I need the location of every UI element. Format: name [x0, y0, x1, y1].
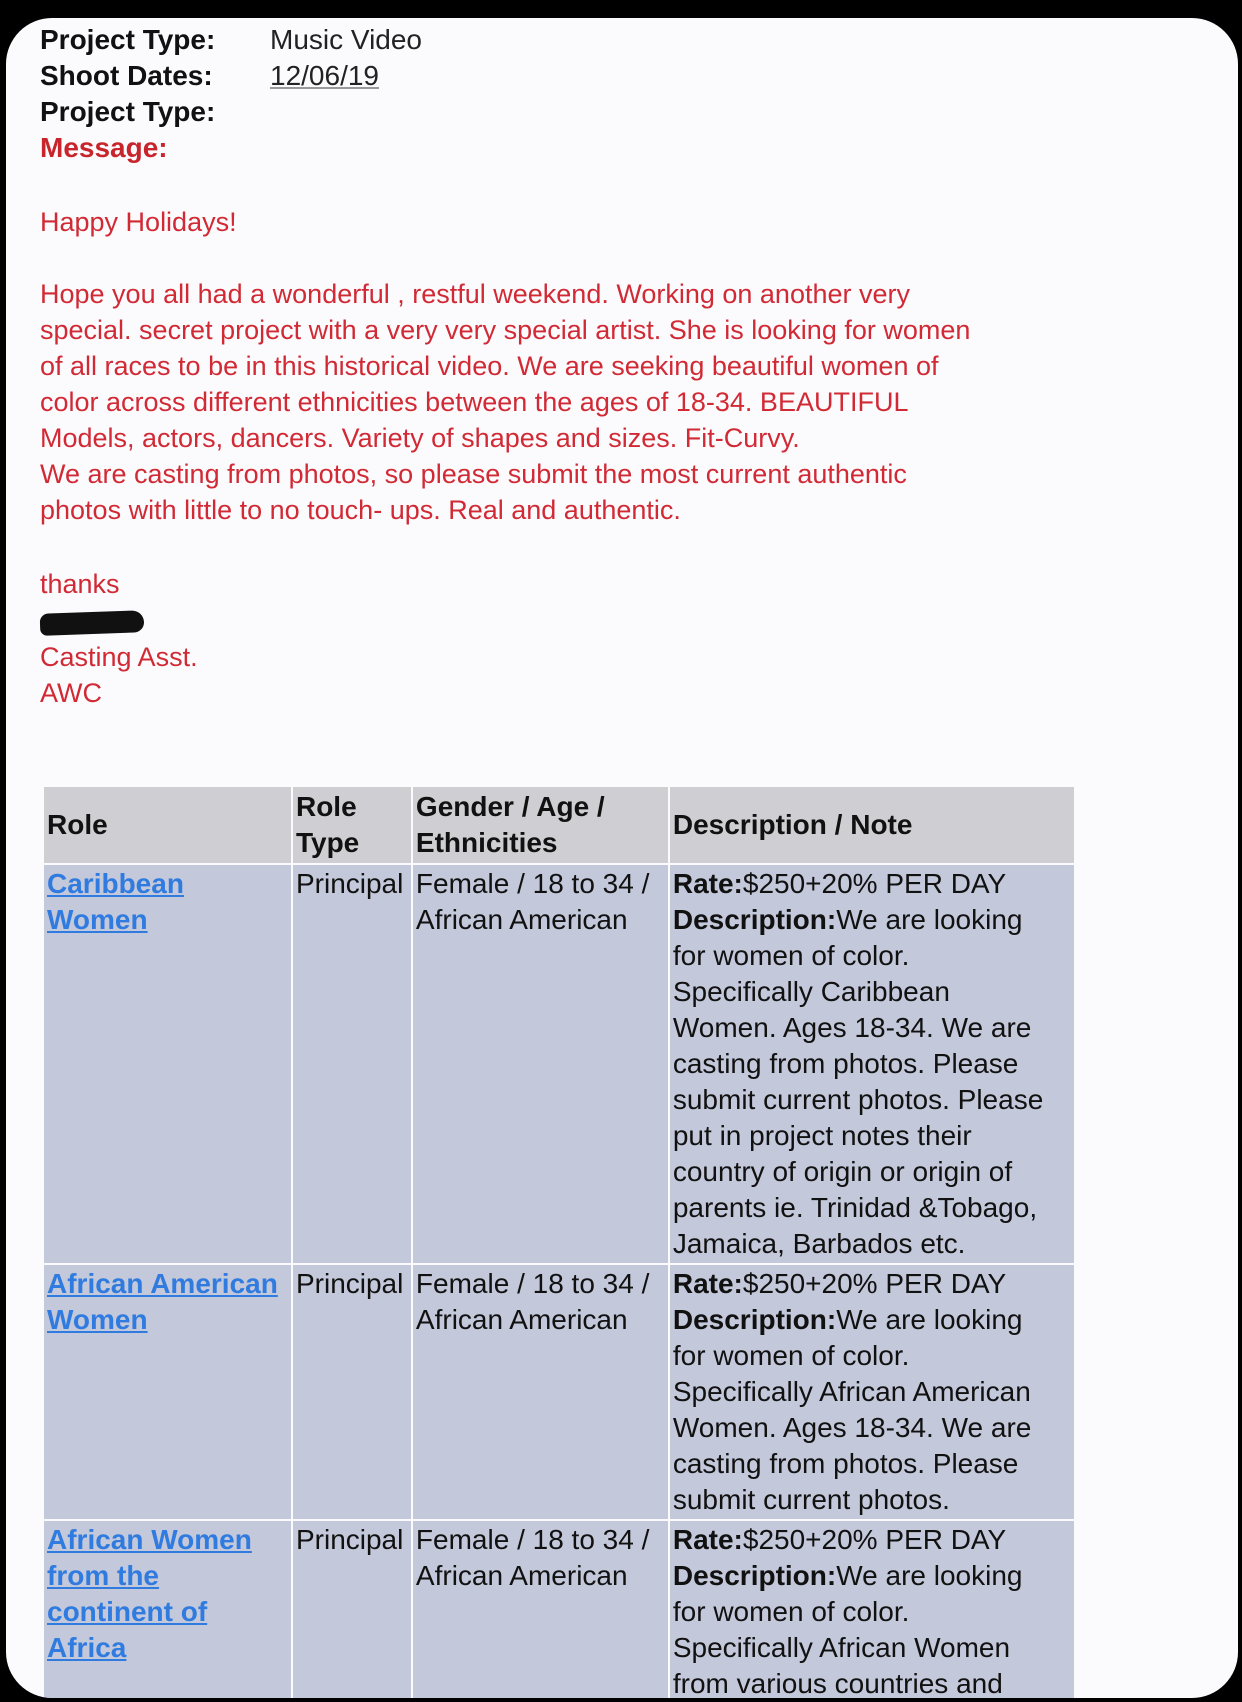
- header-description-note: Description / Note: [670, 787, 1074, 863]
- project-type-row-2: [40, 94, 215, 130]
- table-row: [44, 1521, 1074, 1698]
- message-thanks: thanks: [40, 569, 120, 599]
- gender-age-cell: Female / 18 to 34 / African American: [413, 1521, 668, 1698]
- message-line: special. secret project with a very very special artist. She is looking for women: [40, 315, 971, 345]
- role-cell: [44, 1521, 291, 1698]
- description-cell: Rate:$250+20% PER DAY Description:We are looking for women of color. Specifically Caribbean Women. Ages 18-34. We are casting from photos. Please submit current photos. Please put in project notes their country of origin or origin of parents ie. Trinidad &Tobago, Jamaica, Barbados etc.: [670, 865, 1074, 1263]
- role-link-african-women-continent[interactable]: African Women from the continent of Africa: [47, 1524, 252, 1663]
- role-link-african-american-women[interactable]: African American Women: [47, 1268, 278, 1335]
- project-type-value: Music Video: [270, 24, 423, 55]
- message-line: Models, actors, dancers. Variety of shapes and sizes. Fit-Curvy.: [40, 423, 800, 453]
- redacted-name: [40, 610, 145, 636]
- sender-company: AWC: [40, 678, 102, 708]
- rate-line: Rate:$250+20% PER DAY: [672, 1268, 1007, 1299]
- roles-table: [42, 785, 1076, 1698]
- rate-line: Rate:$250+20% PER DAY: [672, 868, 1007, 899]
- role-type-cell: Principal: [293, 865, 411, 1263]
- message-body: [40, 276, 970, 528]
- role-cell: [44, 1265, 291, 1519]
- message-line: We are casting from photos, so please submit the most current authentic: [40, 459, 907, 489]
- description-cell: Rate:$250+20% PER DAY Description:We are looking for women of color. Specifically African Women from various countries and: [670, 1521, 1074, 1698]
- project-type-label-2: Project Type:: [40, 96, 216, 127]
- header-gender-age-ethnicities: Gender / Age / Ethnicities: [413, 787, 668, 863]
- table-header-row: [44, 787, 1074, 863]
- shoot-dates-value[interactable]: 12/06/19: [270, 60, 379, 91]
- message-line: of all races to be in this historical video. We are seeking beautiful women of: [40, 351, 939, 381]
- table-row: [44, 1265, 1074, 1519]
- email-screenshot: [6, 18, 1238, 1698]
- description-line: Description:We are looking: [672, 904, 1023, 935]
- project-type-label: Project Type:: [40, 24, 216, 55]
- project-type-row: [40, 22, 423, 58]
- project-meta: [40, 22, 423, 166]
- shoot-dates-label: Shoot Dates:: [40, 60, 213, 91]
- description-line: Description:We are looking: [672, 1304, 1023, 1335]
- message-label-row: [40, 130, 215, 166]
- message-line: color across different ethnicities between the ages of 18-34. BEAUTIFUL: [40, 387, 909, 417]
- table-row: [44, 865, 1074, 1263]
- message-greeting: Happy Holidays!: [40, 207, 237, 237]
- sender-title: Casting Asst.: [40, 642, 198, 672]
- role-cell: [44, 865, 291, 1263]
- role-type-cell: Principal: [293, 1265, 411, 1519]
- role-link-caribbean-women[interactable]: Caribbean Women: [47, 868, 184, 935]
- rate-line: Rate:$250+20% PER DAY: [672, 1524, 1007, 1555]
- shoot-dates-row: [40, 58, 379, 94]
- message-label: Message:: [40, 132, 168, 163]
- header-role: Role: [44, 787, 291, 863]
- header-role-type: Role Type: [293, 787, 411, 863]
- description-line: Description:We are looking: [672, 1560, 1023, 1591]
- description-cell: Rate:$250+20% PER DAY Description:We are looking for women of color. Specifically African American Women. Ages 18-34. We are casting from photos. Please submit current photos.: [670, 1265, 1074, 1519]
- message-line: Hope you all had a wonderful , restful weekend. Working on another very: [40, 279, 910, 309]
- role-type-cell: Principal: [293, 1521, 411, 1698]
- gender-age-cell: Female / 18 to 34 / African American: [413, 1265, 668, 1519]
- gender-age-cell: Female / 18 to 34 / African American: [413, 865, 668, 1263]
- message-line: photos with little to no touch- ups. Real and authentic.: [40, 495, 681, 525]
